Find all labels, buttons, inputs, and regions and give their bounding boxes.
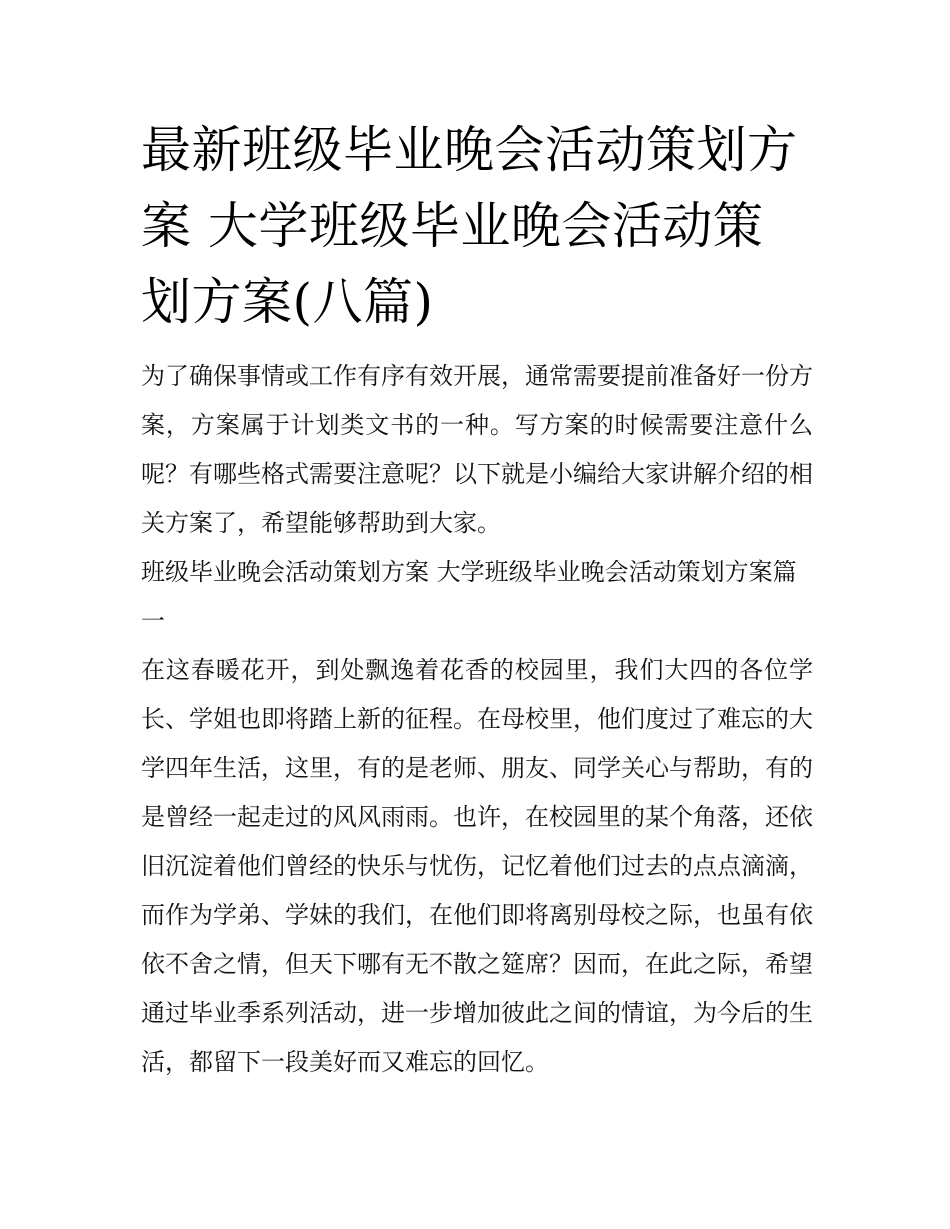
body-paragraph: 在这春暖花开，到处飘逸着花香的校园里，我们大四的各位学长、学姐也即将踏上新的征程。在母校里，他们度过了难忘的大学四年生活，这里，有的是老师、朋友、同学关心与帮助，有的是曾经一起走过的风风雨雨。也许，在校园里的某个角落，还依旧沉淀着他们曾经的快乐与忧伤，记忆着他们过去的点点滴滴，而作为学弟、学妹的我们，在他们即将离别母校之际，也虽有依依不舍之情，但天下哪有无不散之筵席？因而，在此之际，希望通过毕业季系列活动，进一步增加彼此之间的情谊，为今后的生活，都留下一段美好而又难忘的回忆。 [141, 656, 813, 1076]
intro-paragraph: 为了确保事情或工作有序有效开展，通常需要提前准备好一份方案，方案属于计划类文书的一种。写方案的时候需要注意什么呢？有哪些格式需要注意呢？以下就是小编给大家讲解介绍的相关方案了，希望能够帮助到大家。 [141, 362, 813, 537]
document-content [141, 112, 813, 1087]
section-heading: 班级毕业晚会活动策划方案 大学班级毕业晚会活动策划方案篇一 [141, 558, 797, 635]
document-title: 最新班级毕业晚会活动策划方案 大学班级毕业晚会活动策划方案(八篇) [141, 121, 798, 331]
